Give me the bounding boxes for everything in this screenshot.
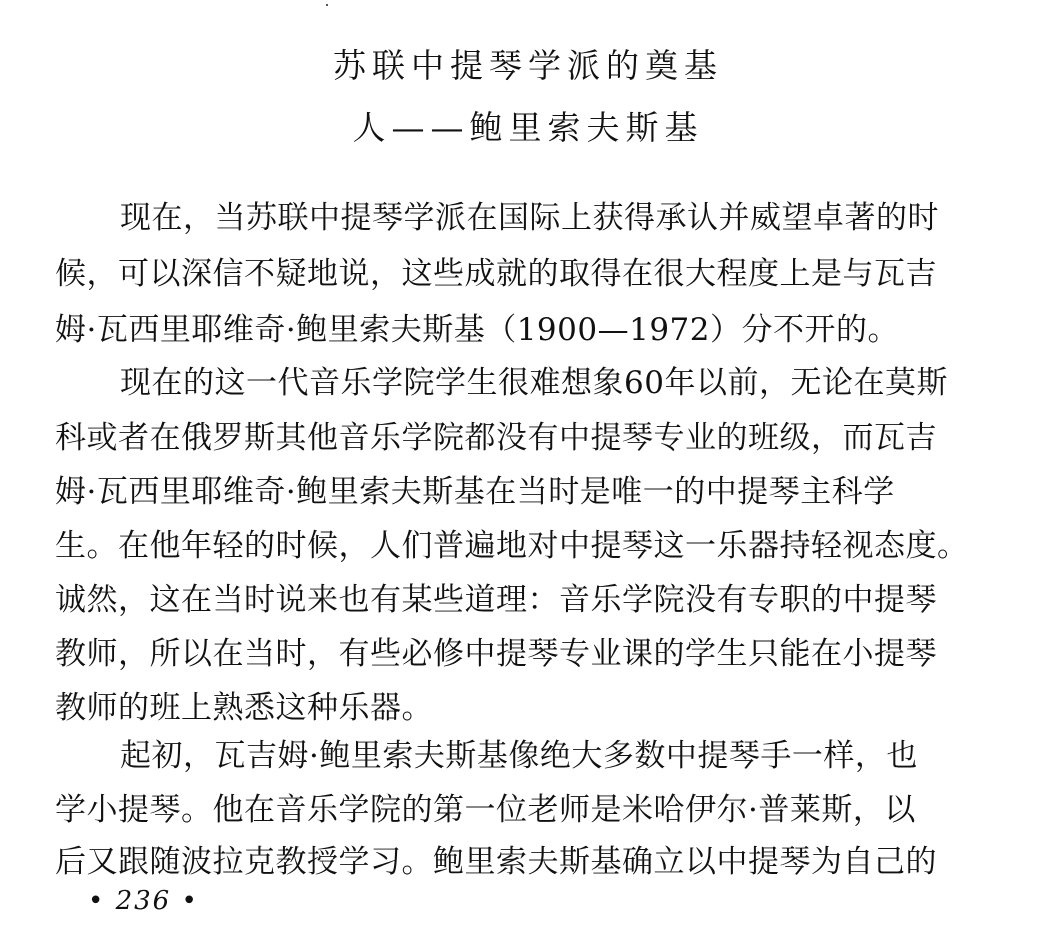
page-number: • 236 • bbox=[88, 886, 199, 916]
body-line: 教师，所以在当时，有些必修中提琴专业课的学生只能在小提琴 bbox=[55, 636, 937, 672]
body-line: 诚然，这在当时说来也有某些道理：音乐学院没有专职的中提琴 bbox=[55, 582, 937, 618]
body-line: 科或者在俄罗斯其他音乐学院都没有中提琴专业的班级，而瓦吉 bbox=[55, 420, 937, 456]
body-line: 生。在他年轻的时候，人们普遍地对中提琴这一乐器持轻视态度。 bbox=[55, 528, 969, 564]
chapter-title-line-1: 苏联中提琴学派的奠基 bbox=[333, 46, 723, 85]
body-line: 姆·瓦西里耶维奇·鲍里索夫斯基（1900—1972）分不开的。 bbox=[55, 312, 899, 348]
body-line: 起初，瓦吉姆·鲍里索夫斯基像绝大多数中提琴手一样，也 bbox=[120, 738, 918, 774]
body-line: 后又跟随波拉克教授学习。鲍里索夫斯基确立以中提琴为自己的 bbox=[55, 844, 937, 880]
body-line: 学小提琴。他在音乐学院的第一位老师是米哈伊尔·普莱斯，以 bbox=[55, 792, 916, 828]
body-line: 教师的班上熟悉这种乐器。 bbox=[55, 690, 433, 726]
body-line: 现在的这一代音乐学院学生很难想象60年以前，无论在莫斯 bbox=[120, 365, 948, 401]
body-line: 现在，当苏联中提琴学派在国际上获得承认并威望卓著的时 bbox=[120, 200, 939, 236]
body-line: 候，可以深信不疑地说，这些成就的取得在很大程度上是与瓦吉 bbox=[55, 256, 937, 292]
chapter-title-line-2: 人——鲍里索夫斯基 bbox=[352, 108, 704, 147]
scan-speck bbox=[326, 4, 328, 6]
body-line: 姆·瓦西里耶维奇·鲍里索夫斯基在当时是唯一的中提琴主科学 bbox=[55, 474, 895, 510]
